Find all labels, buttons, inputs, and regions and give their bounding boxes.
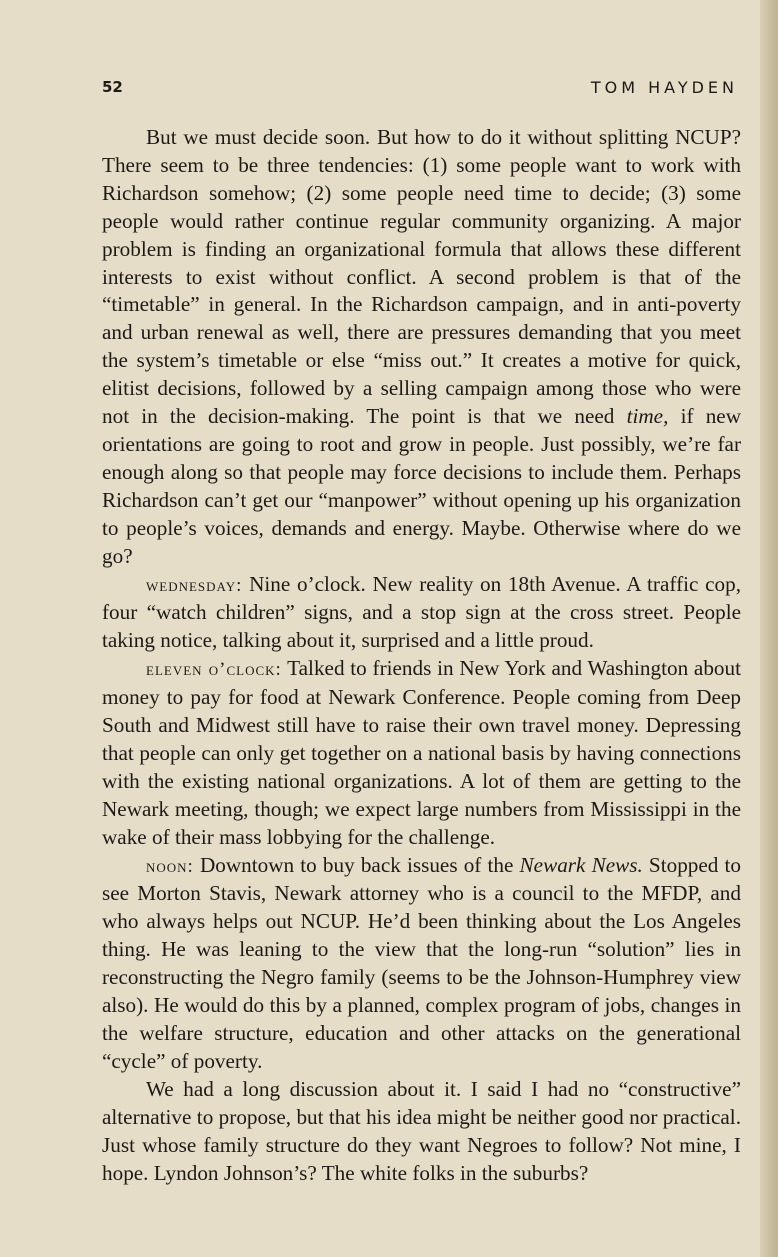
paragraph-1 <box>102 124 741 571</box>
paragraph-4-text-after: Stopped to see Morton Stavis, Newark attorney who is a council to the MFDP, and who always helps out NCUP. He’d been thinking about the Los Angeles thing. He was leaning to the view that the long-run “solution” lies in reconstructing the Negro family (seems to be the Johnson-Humphrey view also). He would do this by a planned, complex program of jobs, changes in the welfare structure, education and other attacks on the generational “cycle” of poverty. <box>102 852 742 1073</box>
paragraph-1-text-after: if new orientations are going to root and grow in people. Just possibly, we’re far enough along so that people may force decisions to include them. Perhaps Richardson can’t get our “manpower” without opening up his organization to people’s voices, demands and energy. Maybe. Otherwise where do we go? <box>102 404 741 568</box>
paragraph-3 <box>102 655 741 851</box>
entry-label-noon: noon: <box>146 855 194 877</box>
running-head: TOM HAYDEN <box>590 78 738 97</box>
paragraph-4-text: Downtown to buy back issues of the <box>193 852 514 877</box>
paragraph-2-text: Nine o’clock. New reality on 18th Avenue. A traffic cop, four “watch children” signs, and a stop sign at the cross street. People taking notice, talking about it, surprised and a little proud. <box>102 571 741 653</box>
page-header <box>102 78 738 100</box>
page-edge-shadow <box>760 0 778 1257</box>
paragraph-2 <box>102 571 741 656</box>
paragraph-3-text: Talked to friends in New York and Washington about money to pay for food at Newark Conference. People coming from Deep South and Midwest still have to raise their own travel money. Depressing that people can only get together on a national basis by having connections with the existing national organizations. A lot of them are getting to the Newark meeting, though; we expect large numbers from Mississippi in the wake of their mass lobbying for the challenge. <box>102 656 742 849</box>
paragraph-4 <box>102 852 741 1076</box>
paragraph-1-text: But we must decide soon. But how to do it without splitting NCUP? There seem to be three tendencies: (1) some people want to work with Richardson somehow; (2) some people need time to decide; (3) some people would rather continue regular community organizing. A major problem is finding an organizational formula that allows these different interests to exist without conflict. A second problem is that of the “timetable” in general. In the Richardson campaign, and in anti-poverty and urban renewal as well, there are pressures demanding that you meet the system’s timetable or else “miss out.” It creates a motive for quick, elitist decisions, followed by a selling campaign among those who were not in the decision-making. The point is that we need <box>102 125 741 429</box>
paragraph-5-text: We had a long discussion about it. I said I had no “constructive” alternative to propose, but that his idea might be neither good nor practical. Just whose family structure do they want Negroes to follow? Not mine, I hope. Lyndon Johnson’s? The white folks in the suburbs? <box>102 1076 741 1185</box>
paragraph-5 <box>102 1076 741 1188</box>
entry-label-wednesday: wednesday: <box>146 574 243 596</box>
entry-label-eleven: eleven o’clock: <box>146 659 282 681</box>
paragraph-4-emphasis: Newark News. <box>519 852 643 877</box>
page-number: 52 <box>102 78 123 96</box>
body-text <box>102 124 741 1187</box>
paragraph-1-emphasis: time, <box>626 404 669 429</box>
